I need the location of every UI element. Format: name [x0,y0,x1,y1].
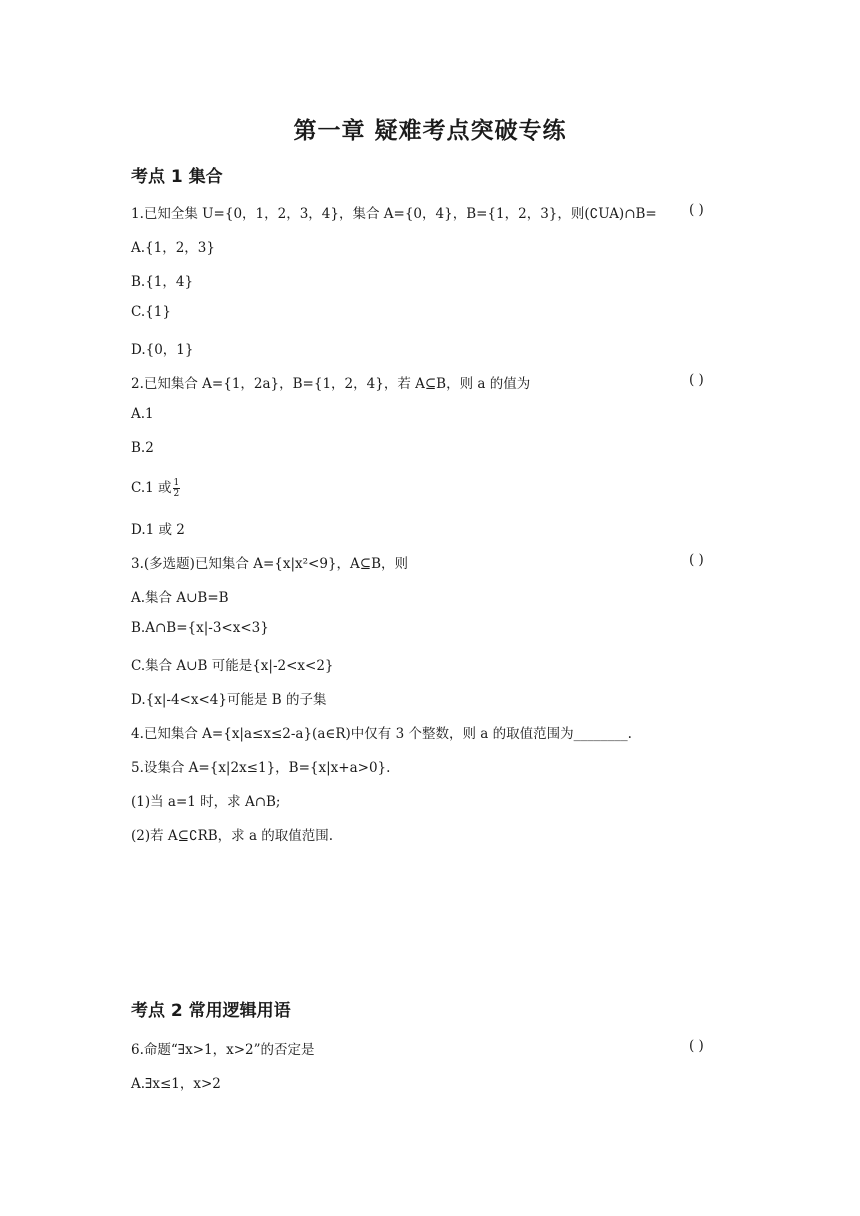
question-6-option-a: A.∃x≤1，x>2 [131,1076,221,1092]
question-1-option-d: D.{0，1} [131,342,194,358]
question-3-stem: 3.(多选题)已知集合 A={x|x²<9}，A⊆B，则 [131,556,409,572]
question-3-option-c: C.集合 A∪B 可能是{x|-2<x<2} [131,658,334,674]
section-heading-1: 考点 1 集合 [131,167,223,187]
question-2-option-b: B.2 [131,440,154,456]
question-2-option-c-text: C.1 或 [131,480,172,496]
question-2-stem: 2.已知集合 A={1，2a}，B={1，2，4}，若 A⊆B，则 a 的值为 [131,376,531,392]
question-1-option-b: B.{1，4} [131,274,194,290]
fraction-denominator: 2 [173,489,180,499]
fraction-one-half [173,478,181,499]
question-3-option-a: A.集合 A∪B=B [131,590,229,606]
question-4-stem: 4.已知集合 A={x|a≤x≤2-a}(a∈R)中仅有 3 个整数，则 a 的取值范围为________. [131,726,632,742]
question-6-stem: 6.命题“∃x>1，x>2”的否定是 [131,1042,315,1058]
question-2-option-c [131,476,180,499]
question-3-option-b: B.A∩B={x|-3<x<3} [131,620,269,636]
question-5-part-1: (1)当 a=1 时，求 A∩B; [131,794,281,810]
question-3-answer-paren: ( ) [689,552,704,568]
question-1-answer-paren: ( ) [689,202,704,218]
question-2-answer-paren: ( ) [689,372,704,388]
question-5-stem: 5.设集合 A={x|2x≤1}，B={x|x+a>0}. [131,760,391,776]
question-2-option-a: A.1 [131,406,154,422]
fraction-numerator: 1 [173,478,180,488]
question-2-option-d: D.1 或 2 [131,522,185,538]
question-1-option-a: A.{1，2，3} [131,240,215,256]
chapter-title: 第一章 疑难考点突破专练 [293,118,567,144]
section-heading-2: 考点 2 常用逻辑用语 [131,1001,291,1021]
question-3-option-d: D.{x|-4<x<4}可能是 B 的子集 [131,692,327,708]
question-5-part-2: (2)若 A⊆∁RB，求 a 的取值范围. [131,828,334,844]
question-1-stem: 1.已知全集 U={0，1，2，3，4}，集合 A={0，4}，B={1，2，3}，则(∁UA)∩B= [131,206,657,222]
question-6-answer-paren: ( ) [689,1038,704,1054]
question-1-option-c: C.{1} [131,304,171,320]
